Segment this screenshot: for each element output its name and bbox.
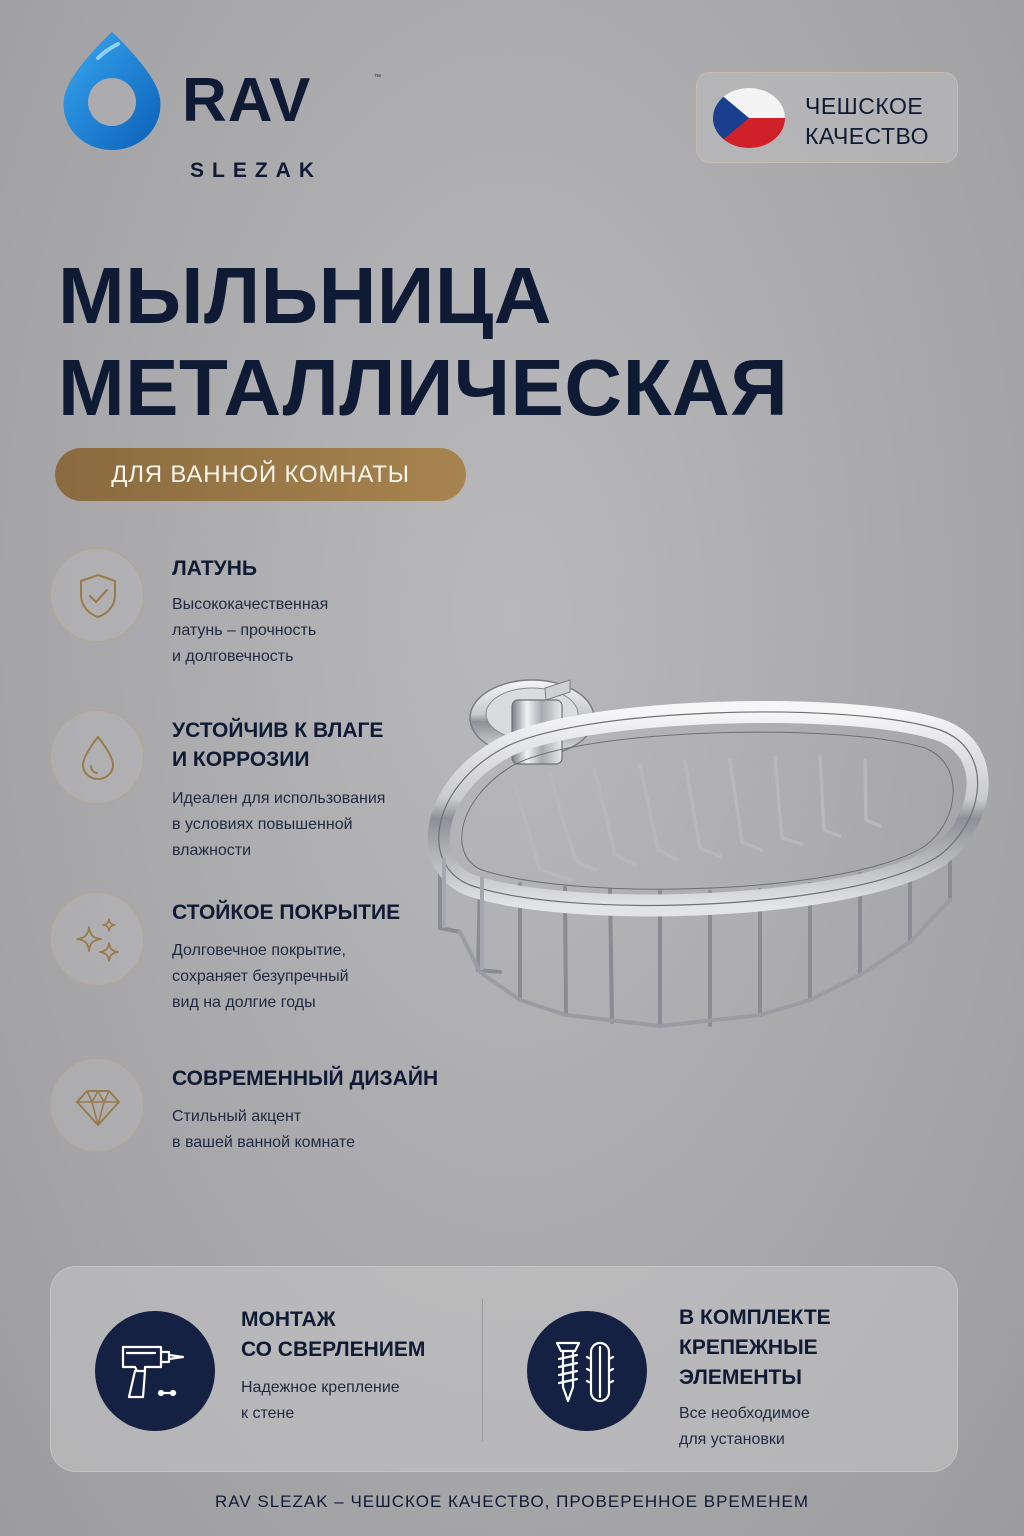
water-drop-icon [73,733,123,783]
water-drop-logo-icon [56,28,168,152]
title-line-2: МЕТАЛЛИЧЕСКАЯ [58,343,789,432]
card-divider [482,1299,483,1441]
page-title [58,250,788,434]
czech-flag-icon [713,88,785,148]
bottom-title: МОНТАЖ СО СВЕРЛЕНИЕМ [241,1308,426,1361]
title-line-1: МЫЛЬНИЦА [58,251,553,340]
feature-desc: Идеален для использования в условиях повышенной влажности [172,790,386,859]
feature-title: СОВРЕМЕННЫЙ ДИЗАЙН [172,1067,439,1090]
badge-line-1: ЧЕШСКОЕ [805,93,924,119]
feature-title: СТОЙКОЕ ПОКРЫТИЕ [172,901,401,924]
czech-quality-badge [696,72,958,163]
trademark: ™ [374,74,381,81]
bottom-desc: Все необходимое для установки [679,1405,810,1448]
brand-name: RAV [182,66,312,135]
badge-line-2: КАЧЕСТВО [805,123,929,149]
feature-desc: Долговечное покрытие, сохраняет безупречный вид на долгие годы [172,942,349,1011]
diamond-icon [73,1081,123,1131]
feature-title: УСТОЙЧИВ К ВЛАГЕ И КОРРОЗИИ [172,719,384,771]
brand-logo [56,28,386,182]
feature-desc: Высококачественная латунь – прочность и долговечность [172,596,329,665]
shield-check-icon [73,571,123,621]
brand-subname: SLEZAK [190,159,322,182]
subtitle-pill: ДЛЯ ВАННОЙ КОМНАТЫ [55,448,466,501]
bottom-title: В КОМПЛЕКТЕ КРЕПЕЖНЫЕ ЭЛЕМЕНТЫ [679,1306,831,1389]
drill-icon [115,1331,195,1411]
feature-title: ЛАТУНЬ [172,557,258,580]
sparkles-icon [73,915,123,965]
installation-card [50,1266,958,1472]
feature-desc: Стильный акцент в вашей ванной комнате [172,1108,355,1151]
screw-dowel-icon [547,1331,627,1411]
footer-tagline: RAV SLEZAK – ЧЕШСКОЕ КАЧЕСТВО, ПРОВЕРЕННОЕ ВРЕМЕНЕМ [214,1492,810,1511]
soap-dish-illustration [420,670,1000,1080]
bottom-desc: Надежное крепление к стене [241,1379,400,1422]
